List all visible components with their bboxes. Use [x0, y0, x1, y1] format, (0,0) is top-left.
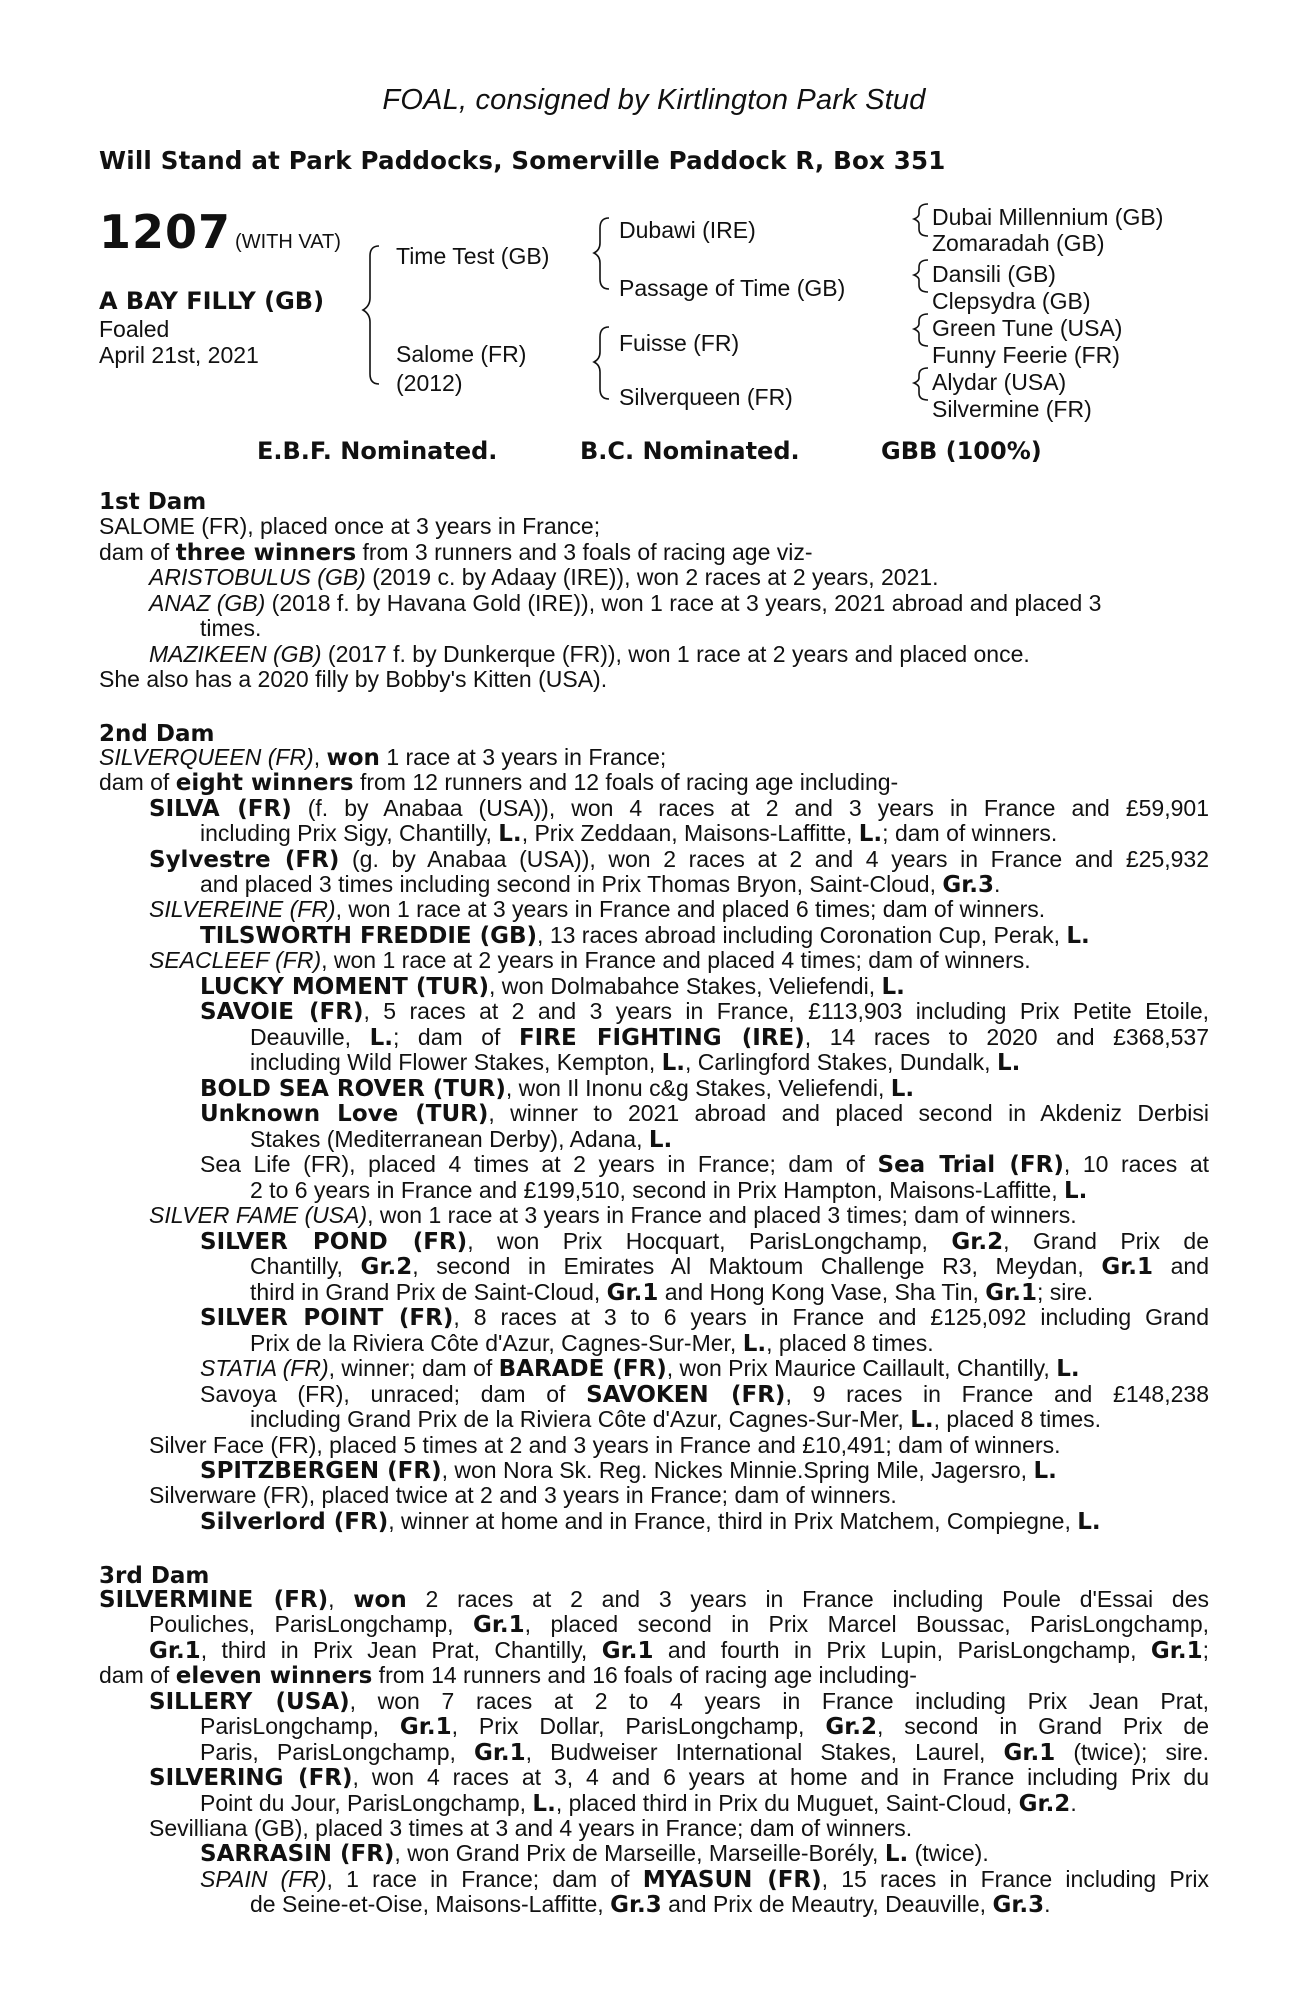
progeny-line: and placed 3 times including second in Prix Thomas Bryon, Saint-Cloud, Gr.3.: [200, 871, 1001, 898]
progeny-line: SILLERY (USA), won 7 races at 2 to 4 years in France including Prix Jean Prat,: [149, 1688, 1209, 1715]
dam-sire: Fuisse (FR): [619, 330, 740, 356]
progeny-line: LUCKY MOMENT (TUR), won Dolmabahce Stakes, Veliefendi, L.: [200, 973, 905, 1000]
progeny-line: SILVER POND (FR), won Prix Hocquart, ParisLongchamp, Gr.2, Grand Prix de: [200, 1228, 1209, 1255]
dam-dam: Silverqueen (FR): [619, 384, 793, 410]
progeny-line: SEACLEEF (FR), won 1 race at 2 years in France and placed 4 times; dam of winners.: [149, 947, 1031, 973]
progeny-line: Sylvestre (FR) (g. by Anabaa (USA)), won 2 races at 2 and 4 years in France and £25,932: [149, 846, 1209, 873]
dam-line: SILVERQUEEN (FR), won 1 race at 3 years in France;: [99, 744, 667, 771]
sire-sire: Dubawi (IRE): [619, 217, 756, 243]
progeny-line: TILSWORTH FREDDIE (GB), 13 races abroad including Coronation Cup, Perak, L.: [200, 922, 1090, 949]
dam-line: Pouliches, ParisLongchamp, Gr.1, placed second in Prix Marcel Boussac, ParisLongchamp,: [149, 1611, 1210, 1638]
progeny-line: Sea Life (FR), placed 4 times at 2 years in France; dam of Sea Trial (FR), 10 races at: [200, 1151, 1209, 1178]
dam-line: SILVERMINE (FR), won 2 races at 2 and 3 years in France including Poule d'Essai des: [99, 1586, 1209, 1613]
progeny-line: Silver Face (FR), placed 5 times at 2 and 3 years in France and £10,491; dam of winners.: [149, 1432, 1061, 1458]
progeny-line: Paris, ParisLongchamp, Gr.1, Budweiser International Stakes, Laurel, Gr.1 (twice); sire.: [200, 1739, 1209, 1766]
progeny-line: SPAIN (FR), 1 race in France; dam of MYASUN (FR), 15 races in France including Prix: [200, 1866, 1210, 1893]
dam-line: dam of eleven winners from 14 runners and 16 foals of racing age including-: [99, 1662, 917, 1689]
progeny-line: Sevilliana (GB), placed 3 times at 3 and 4 years in France; dam of winners.: [149, 1815, 913, 1841]
progeny-line: SILVERING (FR), won 4 races at 3, 4 and 6 years at home and in France including Prix du: [149, 1764, 1209, 1791]
progeny-line: SAVOIE (FR), 5 races at 2 and 3 years in France, £113,903 including Prix Petite Etoile,: [200, 998, 1209, 1025]
dam-line: dam of eight winners from 12 runners and 12 foals of racing age including-: [99, 769, 899, 796]
dam: Salome (FR): [396, 341, 527, 367]
progeny-line: third in Grand Prix de Saint-Cloud, Gr.1 and Hong Kong Vase, Sha Tin, Gr.1; sire.: [250, 1279, 1094, 1306]
dam-line: Gr.1, third in Prix Jean Prat, Chantilly, Gr.1 and fourth in Prix Lupin, ParisLongchamp, Gr.1;: [149, 1637, 1209, 1664]
progeny-line: Prix de la Riviera Côte d'Azur, Cagnes-Sur-Mer, L., placed 8 times.: [250, 1330, 934, 1357]
sire-dam: Passage of Time (GB): [619, 275, 846, 301]
progeny-line: ANAZ (GB) (2018 f. by Havana Gold (IRE)), won 1 race at 3 years, 2021 abroad and placed 3: [149, 590, 1102, 616]
lot-number: 1207: [99, 205, 232, 259]
progeny-line: Silverlord (FR), winner at home and in France, third in Prix Matchem, Compiegne, L.: [200, 1508, 1101, 1535]
progeny-line: Stakes (Mediterranean Derby), Adana, L.: [250, 1126, 673, 1153]
progeny-line: STATIA (FR), winner; dam of BARADE (FR), won Prix Maurice Caillault, Chantilly, L.: [200, 1355, 1080, 1382]
progeny-line: SILVEREINE (FR), won 1 race at 3 years in France and placed 6 times; dam of winners.: [149, 896, 1046, 922]
ebf-nomination: E.B.F. Nominated.: [257, 437, 498, 465]
dam-line: SALOME (FR), placed once at 3 years in France;: [99, 513, 601, 539]
section-title-2nd-dam: 2nd Dam: [99, 721, 215, 747]
progeny-line: including Prix Sigy, Chantilly, L., Prix Zeddaan, Maisons-Laffitte, L.; dam of winners.: [200, 820, 1058, 847]
progeny-line: MAZIKEEN (GB) (2017 f. by Dunkerque (FR)), won 1 race at 2 years and placed once.: [149, 641, 1030, 667]
progeny-line: Silverware (FR), placed twice at 2 and 3 years in France; dam of winners.: [149, 1482, 897, 1508]
section-title-1st-dam: 1st Dam: [99, 489, 207, 515]
progeny-line: SILVA (FR) (f. by Anabaa (USA)), won 4 races at 2 and 3 years in France and £59,901: [149, 795, 1209, 822]
dam-line: dam of three winners from 3 runners and 3 foals of racing age viz-: [99, 539, 813, 566]
ancestor: Silvermine (FR): [932, 396, 1092, 422]
progeny-line: Savoya (FR), unraced; dam of SAVOKEN (FR), 9 races in France and £148,238: [200, 1381, 1209, 1408]
progeny-line: Chantilly, Gr.2, second in Emirates Al Maktoum Challenge R3, Meydan, Gr.1 and: [250, 1253, 1210, 1280]
dam-year: (2012): [396, 370, 463, 396]
ancestor: Green Tune (USA): [932, 315, 1123, 341]
progeny-line: de Seine-et-Oise, Maisons-Laffitte, Gr.3 and Prix de Meautry, Deauville, Gr.3.: [250, 1891, 1051, 1918]
gbb-status: GBB (100%): [881, 437, 1042, 465]
progeny-line: Deauville, L.; dam of FIRE FIGHTING (IRE), 14 races to 2020 and £368,537: [250, 1024, 1210, 1051]
progeny-line: 2 to 6 years in France and £199,510, second in Prix Hampton, Maisons-Laffitte, L.: [250, 1177, 1088, 1204]
progeny-line: SPITZBERGEN (FR), won Nora Sk. Reg. Nickes Minnie.Spring Mile, Jagersro, L.: [200, 1457, 1057, 1484]
section-title-3rd-dam: 3rd Dam: [99, 1563, 210, 1589]
progeny-line: ParisLongchamp, Gr.1, Prix Dollar, ParisLongchamp, Gr.2, second in Grand Prix de: [200, 1713, 1210, 1740]
page-title: FOAL, consigned by Kirtlington Park Stud: [382, 84, 926, 116]
ancestor: Clepsydra (GB): [932, 288, 1091, 314]
progeny-line: including Grand Prix de la Riviera Côte d'Azur, Cagnes-Sur-Mer, L., placed 8 times.: [250, 1406, 1102, 1433]
ancestor: Alydar (USA): [932, 369, 1067, 395]
horse-name: A BAY FILLY (GB): [99, 287, 325, 315]
ancestor: Dansili (GB): [932, 261, 1056, 287]
progeny-line: Unknown Love (TUR), winner to 2021 abroad and placed second in Akdeniz Derbisi: [200, 1100, 1210, 1127]
progeny-line: including Wild Flower Stakes, Kempton, L., Carlingford Stakes, Dundalk, L.: [250, 1049, 1021, 1076]
ancestor: Zomaradah (GB): [932, 230, 1105, 256]
vat-note: (WITH VAT): [235, 231, 341, 253]
bc-nomination: B.C. Nominated.: [580, 437, 800, 465]
progeny-line: SILVER FAME (USA), won 1 race at 3 years in France and placed 3 times; dam of winners.: [149, 1202, 1077, 1228]
foaled-label: Foaled: [99, 316, 170, 342]
progeny-line: SARRASIN (FR), won Grand Prix de Marseille, Marseille-Borély, L. (twice).: [200, 1840, 989, 1867]
progeny-line: SILVER POINT (FR), 8 races at 3 to 6 years in France and £125,092 including Grand: [200, 1304, 1210, 1331]
foaled-date: April 21st, 2021: [99, 342, 259, 368]
progeny-line: BOLD SEA ROVER (TUR), won Il Inonu c&g Stakes, Veliefendi, L.: [200, 1075, 915, 1102]
dam-line: She also has a 2020 filly by Bobby's Kitten (USA).: [99, 666, 608, 692]
stand-location: Will Stand at Park Paddocks, Somerville Paddock R, Box 351: [99, 146, 946, 175]
ancestor: Funny Feerie (FR): [932, 342, 1120, 368]
ancestor: Dubai Millennium (GB): [932, 204, 1164, 230]
sire: Time Test (GB): [396, 243, 550, 269]
progeny-line: Point du Jour, ParisLongchamp, L., placed third in Prix du Muguet, Saint-Cloud, Gr.2.: [200, 1790, 1077, 1817]
progeny-line: times.: [200, 615, 262, 641]
progeny-line: ARISTOBULUS (GB) (2019 c. by Adaay (IRE)), won 2 races at 2 years, 2021.: [149, 564, 939, 590]
